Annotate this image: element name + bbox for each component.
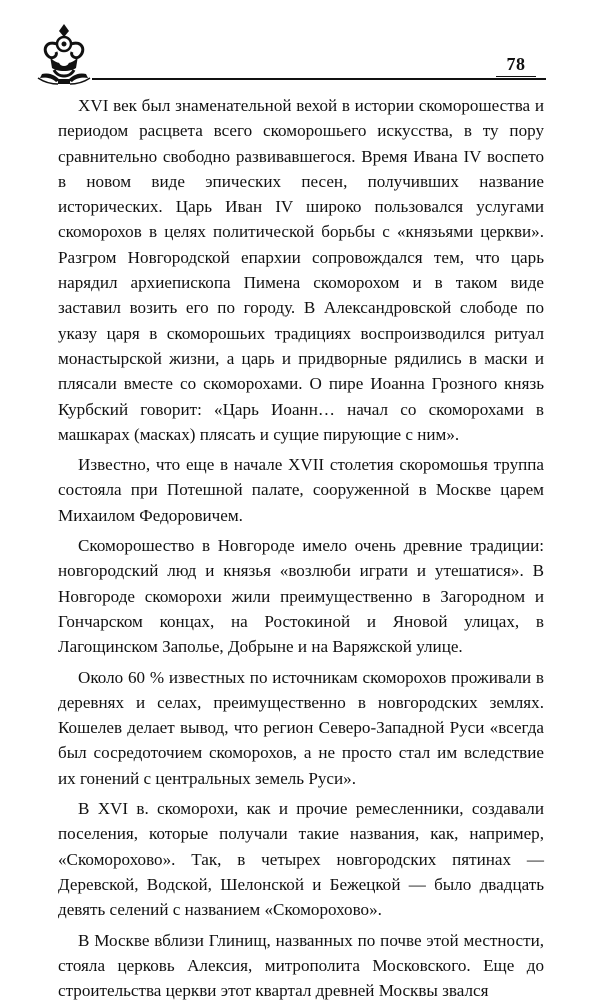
body-text xyxy=(58,93,544,1008)
paragraph: В Москве вблизи Глинищ, названных по почве этой местности, стояла церковь Алексия, митрополита Московского. Еще до строительства церкви этот квартал древней Москвы звался xyxy=(58,930,544,1001)
paragraph: Известно, что еще в начале XVII столетия скоромошья труппа состояла при Потешной палате, сооруженной в Москве царем Михаилом Федоровичем. xyxy=(58,455,544,525)
page-number: 78 xyxy=(506,54,526,74)
paragraph: В XVI в. скоморохи, как и прочие ремесленники, создавали поселения, которые получали такие названия, как, например, «Скоморохово». Так, в четырех новгородских пятинах — Деревской, Водской, Шелонской и Бежецкой — было двадцать девять селений с названием «Скоморохово». xyxy=(58,799,544,920)
paragraph: Около 60 % известных по источникам скоморохов проживали в деревнях и селах, преимущественно в новгородских землях. Кошелев делает вывод, что регион Северо-Западной Руси «всегда был сосредоточием скоморохов, а не просто стал им вследствие их гонений с центральных земель Руси». xyxy=(58,667,544,788)
heraldic-crest-icon xyxy=(36,22,92,86)
paragraph: Скоморошество в Новгороде имело очень древние традиции: новгородский люд и князья «возлюби играти и утешатися». В Новгороде скоморохи жили преимущественно в Загородном и Гончарском концах, на Ростокиной и Яновой улицах, в Лагощинском Заполье, Добрыне и на Варяжской улице. xyxy=(58,536,544,657)
paragraph: XVI век был знаменательной вехой в истории скоморошества и периодом расцвета всего скоморошьего искусства, в ту пору сравнительно свободно развивавшегося. Время Ивана IV воспето в новом виде эпических песен, получивших название исторических. Царь Иван IV широко пользовался услугами скоморохов в целях политической борьбы с «князьями церкви». Разгром Новгородской епархии сопровождался тем, что царь нарядил архиепископа Пимена скоморохом и в таком виде заставил возить его по городу. В Александровской слободе по указу царя в скоморошьих традициях воспроизводился ритуал монастырской жизни, а царь и придворные рядились в маски и плясали вместе со скоморохами. О пире Иоанна Грозного князь Курбский говорит: «Царь Иоанн… начал со скоморохами в машкарах (масках) плясать и сущие пирующие с ним». xyxy=(58,96,544,444)
header-rule xyxy=(92,78,546,80)
page-number-underline xyxy=(496,76,536,77)
